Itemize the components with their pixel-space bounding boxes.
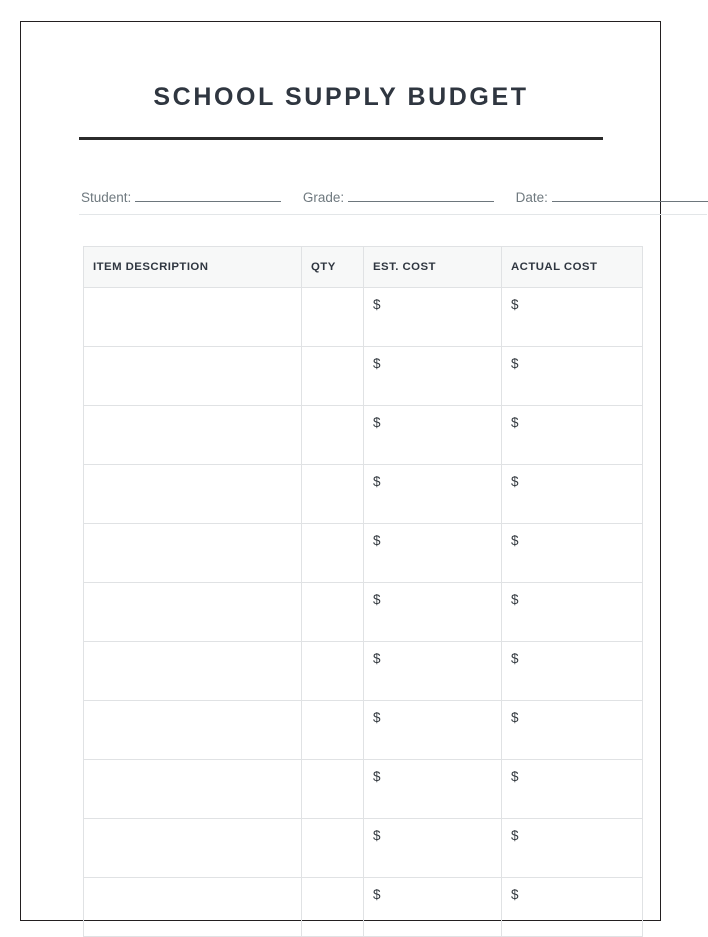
cell-qty[interactable] xyxy=(302,465,364,524)
table-body xyxy=(84,288,643,937)
currency-symbol: $ xyxy=(373,533,381,548)
cell-qty[interactable] xyxy=(302,701,364,760)
currency-symbol: $ xyxy=(373,887,381,902)
currency-symbol: $ xyxy=(373,769,381,784)
cell-actual-cost[interactable] xyxy=(502,878,643,937)
currency-symbol: $ xyxy=(511,887,519,902)
cell-est-cost[interactable] xyxy=(364,642,502,701)
form-section-divider xyxy=(79,214,707,215)
currency-symbol: $ xyxy=(511,769,519,784)
date-label: Date: xyxy=(515,190,548,205)
cell-est-cost[interactable] xyxy=(364,288,502,347)
column-header-est-cost: EST. COST xyxy=(364,247,502,288)
cell-item-description[interactable] xyxy=(84,819,302,878)
cell-actual-cost[interactable] xyxy=(502,701,643,760)
currency-symbol: $ xyxy=(511,533,519,548)
currency-symbol: $ xyxy=(511,592,519,607)
currency-symbol: $ xyxy=(373,415,381,430)
cell-actual-cost[interactable] xyxy=(502,288,643,347)
currency-symbol: $ xyxy=(373,297,381,312)
table-row xyxy=(84,819,643,878)
cell-item-description[interactable] xyxy=(84,524,302,583)
cell-qty[interactable] xyxy=(302,347,364,406)
cell-qty[interactable] xyxy=(302,642,364,701)
currency-symbol: $ xyxy=(373,592,381,607)
table-header xyxy=(84,247,643,288)
cell-actual-cost[interactable] xyxy=(502,642,643,701)
cell-actual-cost[interactable] xyxy=(502,760,643,819)
budget-table xyxy=(83,246,643,937)
currency-symbol: $ xyxy=(511,474,519,489)
cell-actual-cost[interactable] xyxy=(502,819,643,878)
cell-item-description[interactable] xyxy=(84,583,302,642)
column-header-qty: QTY xyxy=(302,247,364,288)
date-field[interactable] xyxy=(516,188,708,205)
cell-item-description[interactable] xyxy=(84,878,302,937)
table-row xyxy=(84,347,643,406)
table-header-row xyxy=(84,247,643,288)
table-row xyxy=(84,288,643,347)
cell-est-cost[interactable] xyxy=(364,465,502,524)
cell-qty[interactable] xyxy=(302,819,364,878)
cell-qty[interactable] xyxy=(302,760,364,819)
grade-input-blank[interactable] xyxy=(348,188,494,202)
currency-symbol: $ xyxy=(511,297,519,312)
currency-symbol: $ xyxy=(511,415,519,430)
cell-item-description[interactable] xyxy=(84,347,302,406)
table-row xyxy=(84,701,643,760)
student-input-blank[interactable] xyxy=(135,188,281,202)
cell-qty[interactable] xyxy=(302,878,364,937)
grade-field[interactable] xyxy=(303,188,494,205)
cell-actual-cost[interactable] xyxy=(502,583,643,642)
document-page xyxy=(20,21,661,921)
currency-symbol: $ xyxy=(373,356,381,371)
table-row xyxy=(84,465,643,524)
cell-qty[interactable] xyxy=(302,288,364,347)
cell-est-cost[interactable] xyxy=(364,878,502,937)
cell-est-cost[interactable] xyxy=(364,406,502,465)
table-row xyxy=(84,760,643,819)
form-fields-row xyxy=(81,188,708,210)
table-row xyxy=(84,583,643,642)
date-input-blank[interactable] xyxy=(552,188,708,202)
currency-symbol: $ xyxy=(373,828,381,843)
student-label: Student: xyxy=(81,190,132,205)
currency-symbol: $ xyxy=(373,651,381,666)
currency-symbol: $ xyxy=(511,828,519,843)
cell-actual-cost[interactable] xyxy=(502,465,643,524)
title-divider-rule xyxy=(79,137,603,140)
cell-actual-cost[interactable] xyxy=(502,406,643,465)
table-row xyxy=(84,642,643,701)
currency-symbol: $ xyxy=(373,474,381,489)
cell-item-description[interactable] xyxy=(84,760,302,819)
cell-est-cost[interactable] xyxy=(364,347,502,406)
table-row xyxy=(84,524,643,583)
cell-est-cost[interactable] xyxy=(364,819,502,878)
cell-qty[interactable] xyxy=(302,583,364,642)
table-row xyxy=(84,406,643,465)
column-header-item-description: ITEM DESCRIPTION xyxy=(84,247,302,288)
grade-label: Grade: xyxy=(302,190,345,205)
cell-item-description[interactable] xyxy=(84,406,302,465)
cell-qty[interactable] xyxy=(302,406,364,465)
cell-est-cost[interactable] xyxy=(364,760,502,819)
cell-item-description[interactable] xyxy=(84,701,302,760)
cell-qty[interactable] xyxy=(302,524,364,583)
cell-item-description[interactable] xyxy=(84,465,302,524)
cell-actual-cost[interactable] xyxy=(502,347,643,406)
currency-symbol: $ xyxy=(511,356,519,371)
student-field[interactable] xyxy=(81,188,281,205)
column-header-actual-cost: ACTUAL COST xyxy=(502,247,643,288)
cell-est-cost[interactable] xyxy=(364,583,502,642)
cell-est-cost[interactable] xyxy=(364,524,502,583)
table-row xyxy=(84,878,643,937)
currency-symbol: $ xyxy=(373,710,381,725)
cell-est-cost[interactable] xyxy=(364,701,502,760)
cell-item-description[interactable] xyxy=(84,288,302,347)
currency-symbol: $ xyxy=(511,710,519,725)
cell-item-description[interactable] xyxy=(84,642,302,701)
cell-actual-cost[interactable] xyxy=(502,524,643,583)
page-title: SCHOOL SUPPLY BUDGET xyxy=(153,83,529,111)
currency-symbol: $ xyxy=(511,651,519,666)
